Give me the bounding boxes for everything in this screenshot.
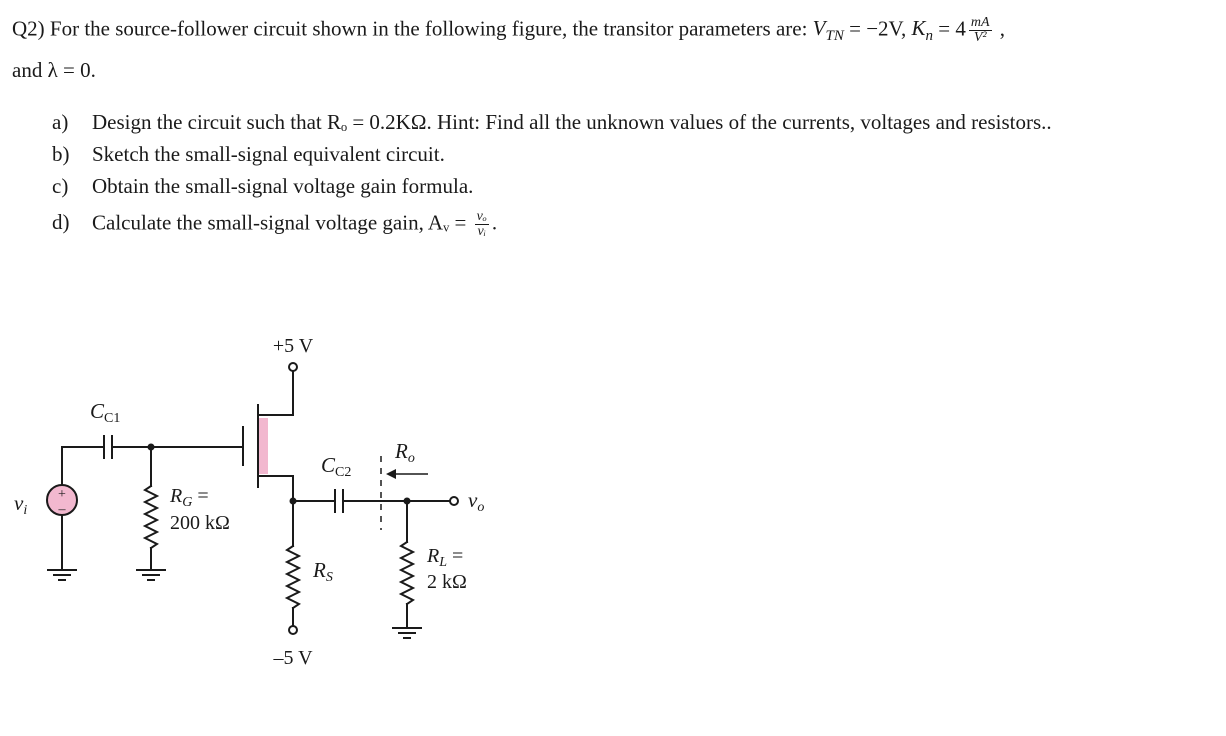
rs-resistor [287, 546, 299, 608]
channel-highlight [259, 418, 268, 474]
part-label: d) [52, 210, 70, 235]
ro-arrowhead [386, 469, 396, 479]
source-minus-sign: – [58, 502, 66, 517]
part-label: b) [52, 142, 70, 166]
vo-label: vo [468, 488, 485, 515]
kn-equals: = 4 [933, 16, 966, 41]
part-d [52, 210, 1052, 242]
node-dot [290, 498, 297, 505]
vo-terminal [450, 497, 458, 505]
part-text: Sketch the small-signal equivalent circuit. [92, 142, 445, 166]
gain-fraction: $\frac{\text{vₒ}}{\text{vᵢ}}$ [476, 209, 487, 239]
vi-label: vi [14, 491, 28, 518]
kn-symbol: $K_n$ [911, 16, 934, 45]
rs-label: RS [313, 558, 333, 585]
node-dot [148, 444, 155, 451]
vtn-symbol: $V_{TN}$ [812, 16, 844, 45]
source-follower-circuit [0, 320, 560, 680]
rl-value: 2 kΩ [427, 571, 467, 593]
node-dot [404, 498, 411, 505]
cc1-label: CC1 [90, 399, 121, 426]
part-text: Obtain the small-signal voltage gain formula. [92, 174, 474, 198]
rl-label: $R_L$ = [427, 545, 464, 570]
vdd-terminal [289, 363, 297, 371]
vdd-label: +5 V [272, 335, 314, 357]
question-line-2 [12, 58, 96, 83]
part-text: Calculate the small-signal voltage gain, Aᵥ = [92, 210, 472, 235]
rg-label: $R_G$ = [170, 485, 209, 510]
part-text: Design the circuit such that Rₒ = 0.2KΩ. Hint: Find all the unknown values of the currents, voltages and resistors.. [92, 110, 1052, 134]
part-b [52, 142, 1052, 174]
kn-tail: , [994, 16, 1006, 41]
question-line-1 [12, 16, 1005, 46]
lambda-statement: and λ = 0. [12, 58, 96, 82]
rg-value: 200 kΩ [170, 512, 230, 534]
part-a [52, 110, 1052, 142]
question-intro: Q2) For the source-follower circuit shown in the following figure, the transitor parameters are: [12, 16, 813, 41]
cc2-label: CC2 [321, 453, 352, 480]
vss-label: –5 V [273, 647, 313, 669]
rg-resistor [145, 486, 157, 548]
vss-terminal [289, 626, 297, 634]
ro-label: Ro [395, 439, 415, 466]
part-label: c) [52, 174, 69, 198]
part-label: a) [52, 110, 69, 134]
part-tail: . [491, 210, 498, 235]
part-c [52, 174, 1052, 206]
source-plus-sign: + [58, 487, 66, 502]
vtn-value: = −2V, [843, 16, 912, 41]
question-parts [52, 110, 1052, 242]
kn-unit-fraction: $\frac{mA}{\text{V²}}$ [970, 15, 990, 45]
rl-resistor [401, 542, 413, 604]
